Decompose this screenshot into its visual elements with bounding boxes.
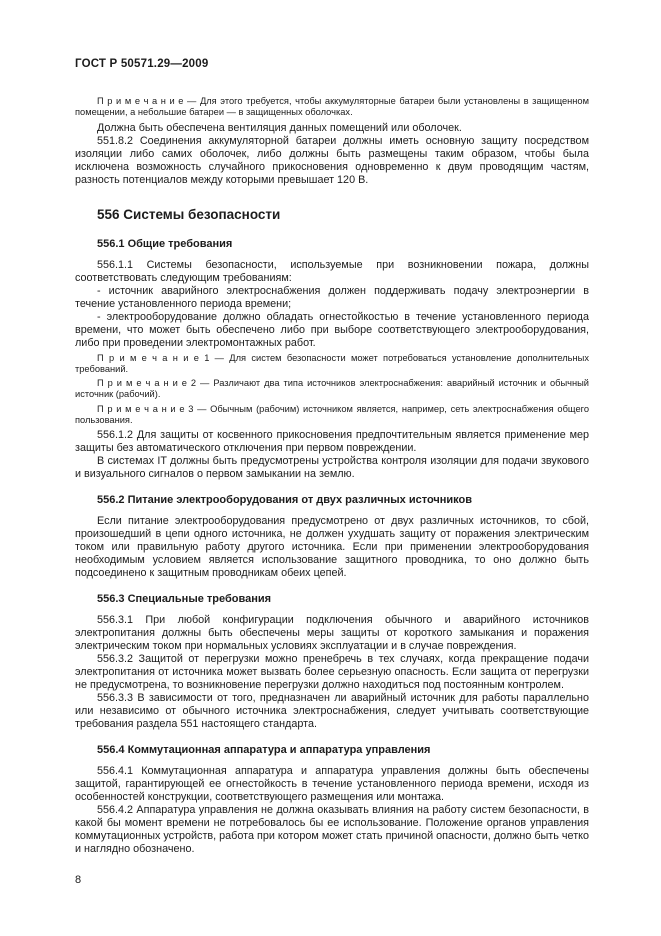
body-paragraph-it-systems: В системах IT должны быть предусмотрены устройства контроля изоляции для подачи звукового и визуального сигналов о первом замыкании на землю. (75, 455, 589, 481)
body-paragraph-556-3-3: 556.3.3 В зависимости от того, предназначен ли аварийный источник для работы параллельно или независимо от обычного источника электроснабжения, следует учитывать соответствующие требования раздела 551 настоящего стандарта. (75, 692, 589, 731)
body-paragraph-556-4-1: 556.4.1 Коммутационная аппаратура и аппаратура управления должны быть обеспечены защитой, гарантирующей ее огнестойкость в течение установленного периода времени, исходя из особенностей конструкции, соответствующего размещения или монтажа. (75, 765, 589, 804)
body-paragraph-556-4-2: 556.4.2 Аппаратура управления не должна оказывать влияния на работу систем безопасности, в какой бы момент времени не потребовалось бы ее использование. Положение органов управления коммутационных устройств, работа при котором может стать причиной опасности, должно быть четко и наглядно обозначено. (75, 804, 589, 856)
subsection-heading-556-2: 556.2 Питание электрооборудования от двух различных источников (97, 494, 473, 507)
doc-number: ГОСТ Р 50571.29—2009 (75, 58, 209, 70)
list-item-fire-resistance: - электрооборудование должно обладать огнестойкостью в течение установленного периода времени, что может быть обеспечено либо при выборе соответствующего электрооборудования, либо при проведении электромонтажных работ. (75, 310, 589, 349)
note-paragraph-batteries: П р и м е ч а н и е — Для этого требуется, чтобы аккумуляторные батареи были установлены в защищенном помещении, а небольшие батареи — в защищенных оболочках. (75, 96, 589, 118)
body-paragraph-556-3-2: 556.3.2 Защитой от перегрузки можно пренебречь в тех случаях, когда прекращение подачи электропитания от источника может вызвать более серьезную опасность. Если защита от перегрузки не предусмотрена, то возникновение перегрузки должно находиться под постоянным контролем. (75, 653, 589, 692)
subsection-heading-556-1: 556.1 Общие требования (97, 237, 233, 250)
body-paragraph-556-3-1: 556.3.1 При любой конфигурации подключения обычного и аварийного источников электропитания должны быть обеспечены меры защиты от короткого замыкания и поражения электрическим током при нормальных условиях эксплуатации и в случае повреждения. (75, 614, 589, 653)
subsection-heading-556-4: 556.4 Коммутационная аппаратура и аппаратура управления (97, 744, 431, 757)
page-number: 8 (75, 874, 82, 886)
subsection-heading-556-3: 556.3 Специальные требования (97, 593, 272, 606)
body-paragraph-two-sources: Если питание электрооборудования предусмотрено от двух различных источников, то сбой, произошедший в цепи одного источника, не должен ухудшать защиту от поражения электрическим током или правильную работу другого источника. Если при применении электрооборудования необходимым условием является использование защитного проводника, то оно должно быть подсоединено к защитным проводникам обеих цепей. (75, 515, 589, 580)
note-paragraph-1: П р и м е ч а н и е 1 — Для систем безопасности может потребоваться установление дополнительных требований. (75, 352, 589, 374)
section-heading-556: 556 Системы безопасности (97, 206, 281, 222)
body-paragraph-556-1-1: 556.1.1 Системы безопасности, используемые при возникновении пожара, должны соответствовать следующим требованиям: (75, 258, 589, 284)
body-paragraph-556-1-2: 556.1.2 Для защиты от косвенного прикосновения предпочтительным является применение мер защиты без автоматического отключения при первом повреждении. (75, 429, 589, 455)
list-item-emergency-source: - источник аварийного электроснабжения должен поддерживать подачу электроэнергии в течение установленного периода времени; (75, 284, 589, 310)
note-paragraph-2: П р и м е ч а н и е 2 — Различают два типа источников электроснабжения: аварийный источник и обычный источник (рабочий). (75, 378, 589, 400)
body-paragraph-ventilation: Должна быть обеспечена вентиляция данных помещений или оболочек. (97, 121, 462, 134)
note-paragraph-3: П р и м е ч а н и е 3 — Обычным (рабочим) источником является, например, сеть электроснабжения общего пользования. (75, 403, 589, 426)
document-body (75, 96, 589, 856)
body-paragraph-551-8-2: 551.8.2 Соединения аккумуляторной батареи должны иметь основную защиту посредством изоляции либо самих оболочек, либо должны быть размещены таким образом, чтобы была исключена возможность случайного прикосновения одновременно к двум проводящим частям, разность потенциалов между которыми превышает 120 В. (75, 134, 589, 186)
